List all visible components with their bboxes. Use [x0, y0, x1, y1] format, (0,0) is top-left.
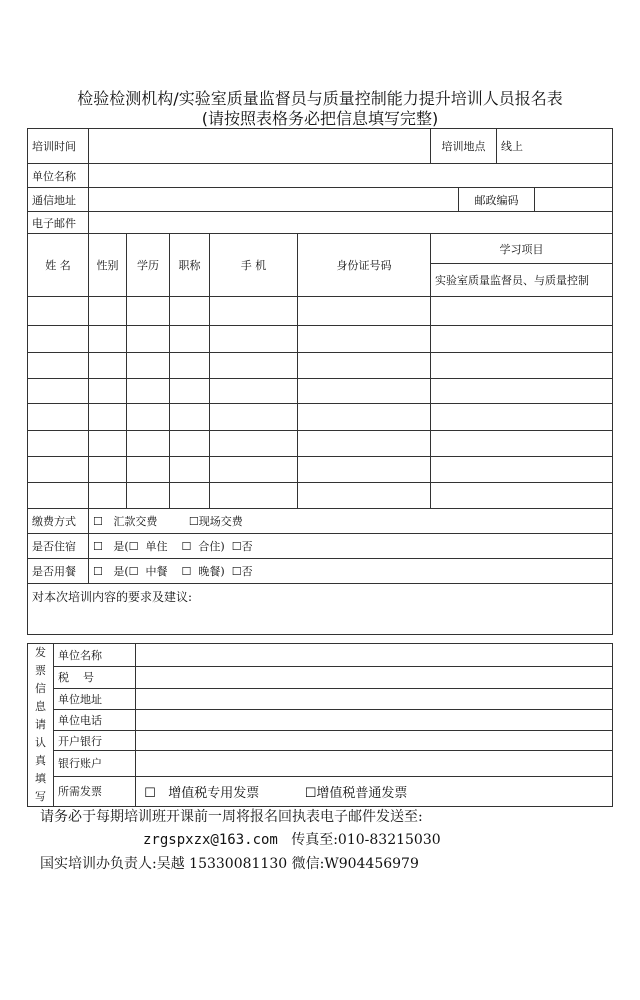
- meal-lunch-checkbox[interactable]: ☐: [128, 565, 139, 578]
- invoice-account-field[interactable]: [136, 751, 613, 776]
- payment-onsite-checkbox[interactable]: ☐: [188, 515, 199, 528]
- lodging-shared-label: 合住): [198, 540, 225, 553]
- invoice-side-char: 信: [35, 682, 46, 695]
- invoice-type-label: 所需发票: [54, 776, 136, 806]
- invoice-special-checkbox[interactable]: ☐: [144, 785, 156, 801]
- train-place-label: 培训地点: [431, 129, 497, 164]
- meal-dinner-checkbox[interactable]: ☐: [181, 565, 192, 578]
- table-row[interactable]: [28, 297, 613, 326]
- meal-no-checkbox[interactable]: ☐: [231, 565, 242, 578]
- col-title: 职称: [170, 234, 210, 297]
- footer-responsible: 国实培训办负责人:吴越 15330081130 微信:W904456979: [40, 856, 419, 872]
- lodging-yes-checkbox[interactable]: ☐: [93, 540, 103, 553]
- table-row[interactable]: [28, 404, 613, 431]
- invoice-side-char: 写: [35, 790, 46, 803]
- lodging-shared-checkbox[interactable]: ☐: [181, 540, 192, 553]
- meal-options: [89, 559, 613, 584]
- footer-email[interactable]: zrgspxzx@163.com: [143, 832, 278, 848]
- footer-instruction: 请务必于每期培训班开课前一周将报名回执表电子邮件发送至:: [40, 809, 423, 825]
- train-time-field[interactable]: [89, 129, 431, 164]
- lodging-yes-label: 是(: [113, 540, 129, 553]
- invoice-phone-field[interactable]: [136, 709, 613, 730]
- col-id-number: 身份证号码: [298, 234, 431, 297]
- meal-label: 是否用餐: [28, 559, 89, 584]
- suggestion-label: 对本次培训内容的要求及建议:: [32, 590, 193, 604]
- footer-contact: [143, 829, 441, 849]
- lodging-options: [89, 534, 613, 559]
- lodging-no-checkbox[interactable]: ☐: [231, 540, 242, 553]
- invoice-tax-no-label: 税 号: [54, 667, 136, 688]
- invoice-account-label: 银行账户: [54, 751, 136, 776]
- invoice-address-label: 单位地址: [54, 688, 136, 709]
- invoice-address-field[interactable]: [136, 688, 613, 709]
- invoice-side-char: 票: [35, 664, 46, 677]
- payment-onsite-label: 现场交费: [198, 515, 243, 528]
- postcode-field[interactable]: [535, 188, 613, 212]
- email-label: 电子邮件: [28, 212, 89, 234]
- lodging-single-checkbox[interactable]: ☐: [128, 540, 139, 553]
- table-row[interactable]: [28, 326, 613, 353]
- invoice-phone-label: 单位电话: [54, 709, 136, 730]
- footer-fax: 传真至:010-83215030: [291, 832, 441, 848]
- invoice-side-char: 填: [35, 772, 46, 785]
- address-field[interactable]: [89, 188, 459, 212]
- invoice-type-options: [136, 776, 613, 806]
- meal-no-label: 否: [241, 565, 253, 578]
- suggestion-field[interactable]: [28, 584, 613, 635]
- table-row[interactable]: [28, 457, 613, 483]
- table-row[interactable]: [28, 483, 613, 509]
- invoice-side-char: 息: [35, 700, 46, 713]
- invoice-table: [27, 643, 613, 807]
- unit-name-label: 单位名称: [28, 164, 89, 188]
- col-project: 学习项目: [431, 234, 613, 264]
- payment-remit-checkbox[interactable]: ☐: [93, 515, 103, 528]
- postcode-label: 邮政编码: [459, 188, 535, 212]
- lodging-single-label: 单住: [145, 540, 168, 553]
- form-title: 检验检测机构/实验室质量监督员与质量控制能力提升培训人员报名表: [77, 89, 563, 108]
- payment-remit-label: 汇款交费: [113, 515, 158, 528]
- invoice-unit-name-label: 单位名称: [54, 644, 136, 667]
- address-label: 通信地址: [28, 188, 89, 212]
- train-time-label: 培训时间: [28, 129, 89, 164]
- unit-name-field[interactable]: [89, 164, 613, 188]
- lodging-no-label: 否: [241, 540, 253, 553]
- invoice-side-char: 认: [35, 736, 46, 749]
- invoice-general-label: 增值税普通发票: [316, 785, 408, 801]
- email-field[interactable]: [89, 212, 613, 234]
- col-project-value: 实验室质量监督员、与质量控制: [431, 264, 613, 297]
- col-phone: 手 机: [210, 234, 298, 297]
- col-gender: 性别: [89, 234, 127, 297]
- meal-lunch-label: 中餐: [145, 565, 168, 578]
- payment-label: 缴费方式: [28, 509, 89, 534]
- invoice-tax-no-field[interactable]: [136, 667, 613, 688]
- registration-table: [27, 128, 613, 635]
- meal-yes-checkbox[interactable]: ☐: [93, 565, 103, 578]
- invoice-bank-field[interactable]: [136, 731, 613, 751]
- invoice-side-char: 请: [35, 718, 46, 731]
- table-row[interactable]: [28, 353, 613, 379]
- col-name: 姓 名: [28, 234, 89, 297]
- table-row[interactable]: [28, 431, 613, 457]
- invoice-side-char: 发: [35, 646, 46, 659]
- meal-yes-label: 是(: [113, 565, 129, 578]
- invoice-side-char: 真: [35, 754, 46, 767]
- meal-dinner-label: 晚餐): [198, 565, 225, 578]
- invoice-unit-name-field[interactable]: [136, 644, 613, 667]
- invoice-special-label: 增值税专用发票: [168, 785, 260, 801]
- table-row[interactable]: [28, 379, 613, 404]
- form-subtitle: (请按照表格务必把信息填写完整): [201, 109, 439, 128]
- invoice-general-checkbox[interactable]: ☐: [304, 785, 317, 801]
- train-place-field[interactable]: 线上: [497, 129, 613, 164]
- invoice-bank-label: 开户银行: [54, 731, 136, 751]
- lodging-label: 是否住宿: [28, 534, 89, 559]
- invoice-side-label: [28, 644, 54, 807]
- col-education: 学历: [127, 234, 170, 297]
- payment-options: [89, 509, 613, 534]
